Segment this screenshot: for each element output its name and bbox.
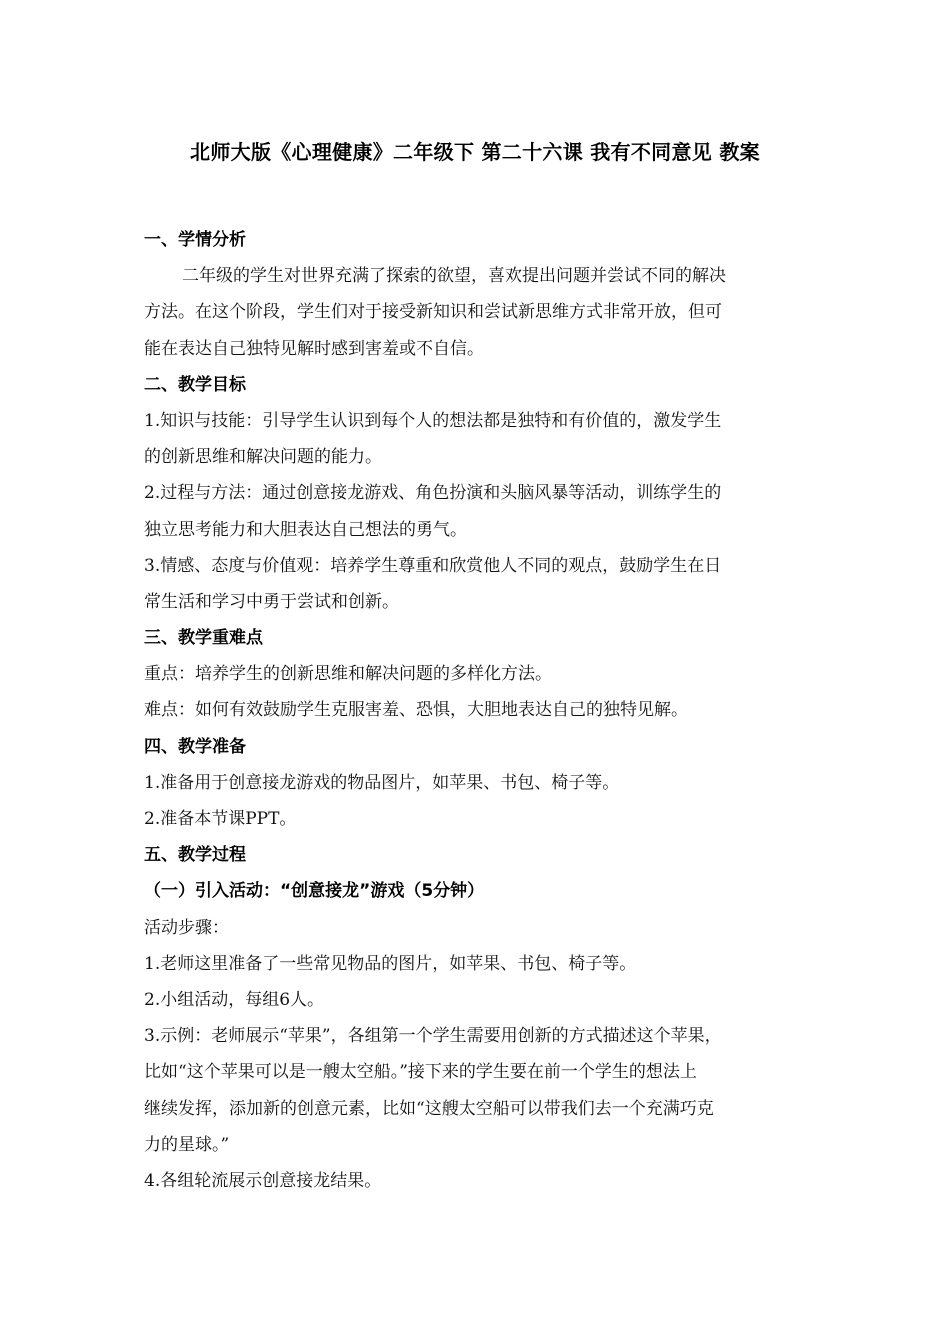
paragraph-line: 比如“这个苹果可以是一艘太空船。”接下来的学生要在前一个学生的想法上 xyxy=(144,1062,697,1083)
paragraph-line: 重点：培养学生的创新思维和解决问题的多样化方法。 xyxy=(144,664,552,685)
paragraph-line: 1.知识与技能：引导学生认识到每个人的想法都是独特和有价值的，激发学生 xyxy=(144,410,722,431)
paragraph-line: 难点：如何有效鼓励学生克服害羞、恐惧，大胆地表达自己的独特见解。 xyxy=(144,700,688,721)
paragraph-line: 4.各组轮流展示创意接龙结果。 xyxy=(144,1170,382,1191)
paragraph-line: 常生活和学习中勇于尝试和创新。 xyxy=(144,591,399,612)
section-heading-preparation: 四、教学准备 xyxy=(144,736,246,757)
paragraph-line: 独立思考能力和大胆表达自己想法的勇气。 xyxy=(144,519,467,540)
paragraph-line: 方法。在这个阶段，学生们对于接受新知识和尝试新思维方式非常开放，但可 xyxy=(144,302,722,323)
paragraph-line: 2.准备本节课PPT。 xyxy=(144,809,297,829)
section-heading-analysis: 一、学情分析 xyxy=(144,230,246,250)
document-title: 北师大版《心理健康》二年级下 第二十六课 我有不同意见 教案 xyxy=(190,140,760,164)
paragraph-line: 活动步骤： xyxy=(144,917,229,938)
paragraph-line: 能在表达自己独特见解时感到害羞或不自信。 xyxy=(144,338,484,359)
paragraph-line: 2.过程与方法：通过创意接龙游戏、角色扮演和头脑风暴等活动，训练学生的 xyxy=(144,483,722,504)
section-heading-key-points: 三、教学重难点 xyxy=(144,628,263,649)
document-body xyxy=(144,222,808,1199)
paragraph-line: 3.示例：老师展示“苹果”，各组第一个学生需要用创新的方式描述这个苹果， xyxy=(144,1026,722,1047)
paragraph-line: 1.准备用于创意接龙游戏的物品图片，如苹果、书包、椅子等。 xyxy=(144,772,620,793)
subsection-heading-activity: （一）引入活动：“创意接龙”游戏（5分钟） xyxy=(144,881,485,902)
paragraph-line: 1.老师这里准备了一些常见物品的图片，如苹果、书包、椅子等。 xyxy=(144,953,637,974)
paragraph-line: 的创新思维和解决问题的能力。 xyxy=(144,447,382,468)
section-heading-process: 五、教学过程 xyxy=(144,845,246,866)
paragraph-line: 二年级的学生对世界充满了探索的欲望，喜欢提出问题并尝试不同的解决 xyxy=(182,266,726,287)
paragraph-line: 力的星球。” xyxy=(144,1134,230,1155)
section-heading-goals: 二、教学目标 xyxy=(144,374,246,395)
paragraph-line: 2.小组活动，每组6人。 xyxy=(144,989,325,1010)
paragraph-line: 继续发挥，添加新的创意元素，比如“这艘太空船可以带我们去一个充满巧克 xyxy=(144,1098,714,1119)
paragraph-line: 3.情感、态度与价值观：培养学生尊重和欣赏他人不同的观点，鼓励学生在日 xyxy=(144,555,722,576)
